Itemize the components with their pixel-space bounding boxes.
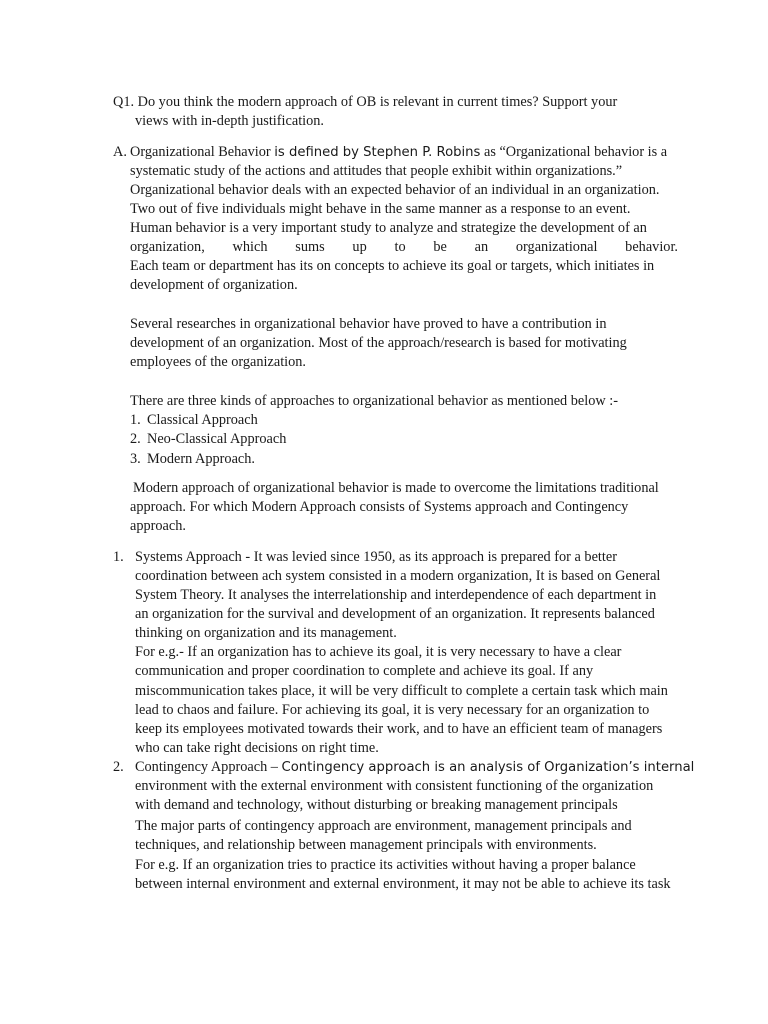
contingency-line-3: with demand and technology, without disturbing or breaking management principals	[135, 797, 618, 813]
systems-line-4: an organization for the survival and development of an organization. It represents balanced	[135, 606, 655, 622]
contingency-num: 2.	[113, 759, 124, 775]
systems-line-5: thinking on organization and its management.	[135, 625, 397, 641]
answer-p1-line-4: Two out of five individuals might behave in the same manner as a response to an event.	[130, 201, 631, 217]
contingency-line-6: For e.g. If an organization tries to practice its activities without having a proper balance	[135, 857, 636, 873]
answer-p1-line-1	[130, 143, 667, 162]
systems-num: 1.	[113, 549, 124, 565]
question-line-2: views with in-depth justification.	[135, 113, 325, 129]
answer-p2-line-1: Several researches in organizational behavior have proved to have a contribution in	[130, 316, 607, 332]
answer-p1-line-7: Each team or department has its on concepts to achieve its goal or targets, which initiates in	[130, 258, 655, 274]
answer-p1-line-5: Human behavior is a very important study to analyze and strategize the development of an	[130, 220, 647, 236]
systems-line-10: keep its employees motivated towards their work, and to have an efficient team of managers	[135, 721, 663, 737]
contingency-line-5: techniques, and relationship between management principals with environments.	[135, 837, 597, 853]
contingency-line-7: between internal environment and external environment, it may not be able to achieve its task	[135, 876, 671, 892]
approach-item-1-num: 1.	[130, 412, 141, 428]
approach-item-2: Neo-Classical Approach	[147, 431, 287, 447]
answer-p1-line-1-part-a: Organizational Behavior	[130, 144, 275, 160]
answer-p1-line-6: organization, which sums up to be an organizational behavior.	[130, 239, 678, 255]
systems-line-6: For e.g.- If an organization has to achieve its goal, it is very necessary to have a clear	[135, 644, 622, 660]
systems-line-8: miscommunication takes place, it will be very difficult to complete a certain task which main	[135, 683, 668, 699]
approach-item-3: Modern Approach.	[147, 451, 255, 467]
systems-line-3: System Theory. It analyses the interrelationship and interdependence of each department in	[135, 587, 657, 603]
contingency-line-2: environment with the external environment with consistent functioning of the organization	[135, 778, 654, 794]
approaches-intro: There are three kinds of approaches to organizational behavior as mentioned below :-	[130, 393, 619, 409]
approach-item-1: Classical Approach	[147, 412, 258, 428]
answer-label: A.	[113, 144, 127, 160]
contingency-line-1-part-a: Contingency Approach –	[135, 759, 282, 775]
answer-p2-line-2: development of an organization. Most of the approach/research is based for motivating	[130, 335, 627, 351]
contingency-line-4: The major parts of contingency approach are environment, management principals and	[135, 818, 632, 834]
systems-line-11: who can take right decisions on right time.	[135, 740, 379, 756]
contingency-line-1-part-b: Contingency approach is an analysis of Organization’s internal	[281, 760, 695, 775]
systems-line-9: lead to chaos and failure. For achieving its goal, it is very necessary for an organization to	[135, 702, 650, 718]
modern-p-line-3: approach.	[130, 518, 186, 534]
answer-p1-line-1-part-b: is defined by Stephen P. Robins	[274, 145, 481, 160]
systems-line-7: communication and proper coordination to complete and achieve its goal. If any	[135, 663, 594, 679]
approach-item-3-num: 3.	[130, 451, 141, 467]
answer-p1-line-3: Organizational behavior deals with an expected behavior of an individual in an organization.	[130, 182, 660, 198]
answer-p1-line-1-part-c: as “Organizational behavior is a	[480, 144, 668, 160]
systems-line-2: coordination between ach system consisted in a modern organization, It is based on General	[135, 568, 661, 584]
answer-p1-line-2: systematic study of the actions and attitudes that people exhibit within organizations.”	[130, 163, 623, 179]
contingency-line-1	[135, 758, 694, 777]
question-line-1: Q1. Do you think the modern approach of OB is relevant in current times? Support your	[113, 94, 618, 110]
modern-p-line-2: approach. For which Modern Approach consists of Systems approach and Contingency	[130, 499, 629, 515]
answer-p2-line-3: employees of the organization.	[130, 354, 307, 370]
modern-p-line-1: Modern approach of organizational behavior is made to overcome the limitations traditional	[133, 480, 659, 496]
approach-item-2-num: 2.	[130, 431, 141, 447]
answer-p1-line-8: development of organization.	[130, 277, 298, 293]
systems-line-1: Systems Approach - It was levied since 1950, as its approach is prepared for a better	[135, 549, 617, 565]
